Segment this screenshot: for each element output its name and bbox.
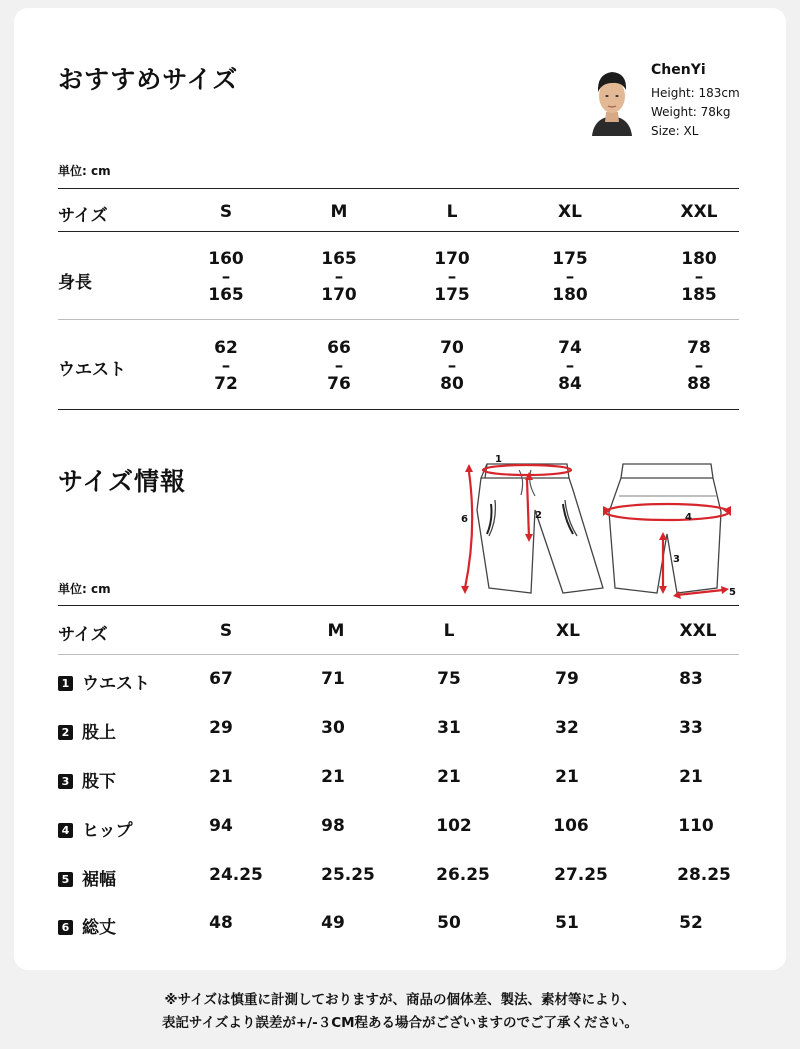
hem-value-xl: 27.25 bbox=[554, 865, 608, 885]
waist-range-s: 62 – 72 bbox=[214, 338, 238, 394]
model-weight: Weight: 78kg bbox=[651, 105, 731, 119]
inseam-value-xl: 21 bbox=[555, 767, 579, 787]
hip-value-l: 102 bbox=[436, 816, 472, 836]
waist-value-s: 67 bbox=[209, 669, 233, 689]
table2-header-xl: XL bbox=[556, 621, 580, 641]
rise-value-xl: 32 bbox=[555, 718, 579, 738]
row-number-badge: 4 bbox=[58, 823, 73, 838]
model-name: ChenYi bbox=[651, 62, 706, 78]
row-number-badge: 5 bbox=[58, 872, 73, 887]
inseam-value-s: 21 bbox=[209, 767, 233, 787]
diagram-label-6: 6 bbox=[461, 514, 468, 525]
height-range-l: 170 – 175 bbox=[434, 249, 470, 305]
waist-value-xxl: 83 bbox=[679, 669, 703, 689]
table2-top-rule bbox=[58, 605, 739, 606]
table-row-waist: 1 ウエスト bbox=[58, 669, 150, 694]
inseam-value-l: 21 bbox=[437, 767, 461, 787]
hem-value-l: 26.25 bbox=[436, 865, 490, 885]
row-waist-label: ウエスト bbox=[58, 360, 126, 380]
waist-range-m: 66 – 76 bbox=[327, 338, 351, 394]
model-height: Height: 183cm bbox=[651, 86, 740, 100]
table-row-total-length: 6 総丈 bbox=[58, 913, 116, 938]
length-value-xxl: 52 bbox=[679, 913, 703, 933]
length-value-l: 50 bbox=[437, 913, 461, 933]
inseam-value-m: 21 bbox=[321, 767, 345, 787]
row-height-label: 身長 bbox=[58, 273, 92, 293]
height-range-xxl: 180 – 185 bbox=[681, 249, 717, 305]
rise-value-l: 31 bbox=[437, 718, 461, 738]
diagram-label-3: 3 bbox=[673, 554, 680, 565]
hem-value-m: 25.25 bbox=[321, 865, 375, 885]
diagram-label-2: 2 bbox=[535, 510, 542, 521]
table1-header-m: M bbox=[330, 202, 348, 222]
waist-value-xl: 79 bbox=[555, 669, 579, 689]
diagram-label-1: 1 bbox=[495, 454, 502, 465]
table1-header-size-label: サイズ bbox=[58, 206, 108, 226]
table1-header-l: L bbox=[446, 202, 458, 222]
height-range-s: 160 – 165 bbox=[208, 249, 244, 305]
table-row-inseam: 3 股下 bbox=[58, 767, 116, 792]
row-number-badge: 2 bbox=[58, 725, 73, 740]
table-row-rise: 2 股上 bbox=[58, 718, 116, 743]
table2-header-xxl: XXL bbox=[679, 621, 717, 641]
rise-value-m: 30 bbox=[321, 718, 345, 738]
row-number-badge: 3 bbox=[58, 774, 73, 789]
hip-value-m: 98 bbox=[321, 816, 345, 836]
rise-value-s: 29 bbox=[209, 718, 233, 738]
table2-header-size-label: サイズ bbox=[58, 625, 108, 645]
table1-header-rule bbox=[58, 231, 739, 232]
row-number-badge: 1 bbox=[58, 676, 73, 691]
waist-range-xl: 74 – 84 bbox=[558, 338, 582, 394]
hem-value-s: 24.25 bbox=[209, 865, 263, 885]
length-value-s: 48 bbox=[209, 913, 233, 933]
table1-header-s: S bbox=[219, 202, 233, 222]
length-value-m: 49 bbox=[321, 913, 345, 933]
table2-header-l: L bbox=[443, 621, 455, 641]
hem-value-xxl: 28.25 bbox=[677, 865, 731, 885]
length-value-xl: 51 bbox=[555, 913, 579, 933]
waist-value-l: 75 bbox=[437, 669, 461, 689]
table1-header-xl: XL bbox=[558, 202, 582, 222]
table2-header-m: M bbox=[327, 621, 345, 641]
table1-row-divider bbox=[58, 319, 739, 320]
recommended-size-title: おすすめサイズ bbox=[58, 65, 239, 94]
waist-value-m: 71 bbox=[321, 669, 345, 689]
waist-range-l: 70 – 80 bbox=[440, 338, 464, 394]
hip-value-s: 94 bbox=[209, 816, 233, 836]
table-row-hem-width: 5 裾幅 bbox=[58, 865, 116, 890]
table2-header-rule bbox=[58, 654, 739, 655]
table1-bottom-rule bbox=[58, 409, 739, 410]
unit-label-2: 単位: cm bbox=[58, 582, 111, 596]
table2-header-s: S bbox=[219, 621, 233, 641]
size-info-title: サイズ情報 bbox=[58, 467, 187, 496]
shorts-measurement-diagram bbox=[455, 450, 745, 602]
footnote-line-1: ※サイズは慎重に計測しておりますが、商品の個体差、製法、素材等により、 bbox=[164, 992, 636, 1008]
table1-top-rule bbox=[58, 188, 739, 189]
hip-value-xl: 106 bbox=[553, 816, 589, 836]
waist-range-xxl: 78 – 88 bbox=[687, 338, 711, 394]
height-range-xl: 175 – 180 bbox=[552, 249, 588, 305]
table1-header-xxl: XXL bbox=[680, 202, 718, 222]
rise-value-xxl: 33 bbox=[679, 718, 703, 738]
model-photo bbox=[586, 62, 638, 136]
height-range-m: 165 – 170 bbox=[321, 249, 357, 305]
footnote-line-2: 表記サイズより誤差が+/-３CM程ある場合がございますのでご了承ください。 bbox=[161, 1015, 639, 1031]
unit-label-1: 単位: cm bbox=[58, 164, 111, 178]
diagram-label-5: 5 bbox=[729, 587, 736, 598]
inseam-value-xxl: 21 bbox=[679, 767, 703, 787]
hip-value-xxl: 110 bbox=[678, 816, 714, 836]
table-row-hip: 4 ヒップ bbox=[58, 816, 133, 841]
diagram-label-4: 4 bbox=[685, 512, 692, 523]
row-number-badge: 6 bbox=[58, 920, 73, 935]
model-size: Size: XL bbox=[651, 124, 699, 138]
